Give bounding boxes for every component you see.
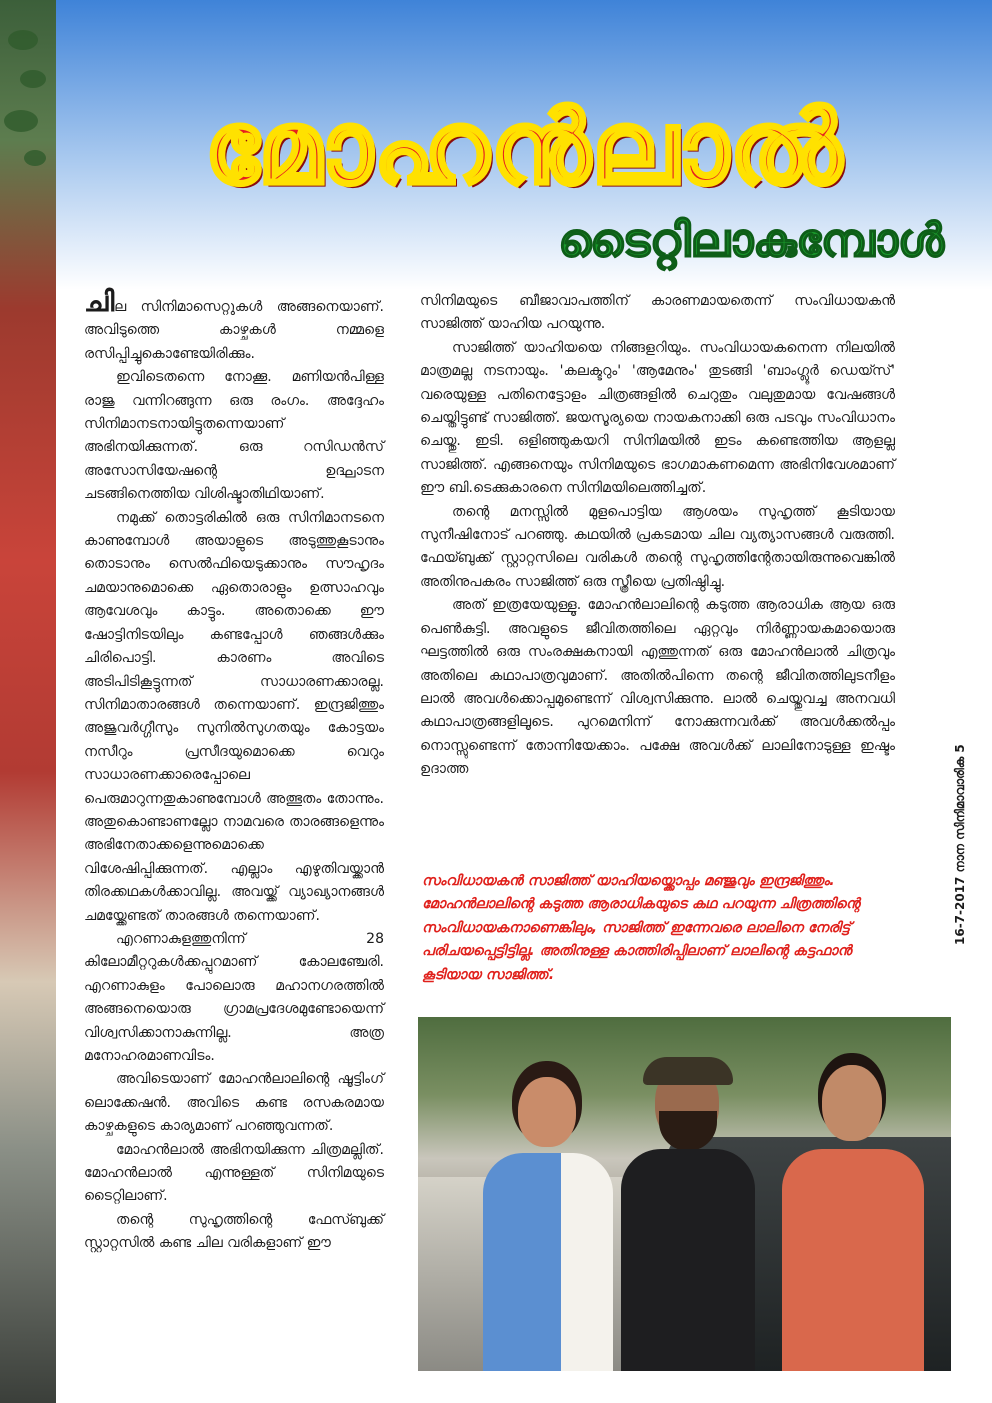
drop-cap: ചി	[84, 285, 115, 318]
article-subtitle: ടൈറ്റിലാകുമ്പോൾ	[558, 213, 944, 267]
paragraph: സാജിത്ത് യാഹിയയെ നിങ്ങളറിയും. സംവിധായകനെന്ന നിലയിൽ മാത്രമല്ല നടനായും. 'കലക്ടറും' 'ആമേനും' തുടങ്ങി 'ബാംഗ്ലൂർ ഡെയ്സ്' വരെയുള്ള പതിനെട്ടോളം ചിത്രങ്ങളിൽ ചെറുതും വലുതുമായ വേഷങ്ങൾ ചെയ്തിട്ടുണ്ട് സാജിത്ത്. ജയസൂര്യയെ നായകനാക്കി ഒരു പടവും സംവിധാനം ചെയ്തു. ഇടി. ഒളിഞ്ഞുകയറി സിനിമയിൽ ഇടം കണ്ടെത്തിയ ആളല്ല സാജിത്ത്. എങ്ങനെയും സിനിമയുടെ ഭാഗമാകണമെന്ന അഭിനിവേശമാണ് ഈ ബി.ടെക്കുകാരനെ സിനിമയിലെത്തിച്ചത്.	[420, 339, 895, 497]
group-photo	[418, 1017, 951, 1371]
paragraph: തന്റെ സുഹൃത്തിന്റെ ഫേസ്ബുക്ക് സ്റ്റാറ്റസിൽ കണ്ട ചില വരികളാണ് ഈ	[84, 1211, 384, 1252]
paragraph: ചില സിനിമാസെറ്റുകൾ അങ്ങനെയാണ്. അവിടുത്തെ കാഴ്ചകൾ നമ്മളെ രസിപ്പിച്ചുകൊണ്ടേയിരിക്കും.	[84, 285, 384, 362]
paragraph: അവിടെയാണ് മോഹൻലാലിന്റെ ഷൂട്ടിംഗ് ലൊക്കേഷൻ. അവിടെ കണ്ട രസകരമായ കാഴ്ചകളുടെ കാര്യമാണ് പറഞ്ഞുവന്നത്.	[84, 1071, 384, 1135]
person-director	[613, 1057, 763, 1371]
paragraph: തന്റെ മനസ്സിൽ മുളപൊട്ടിയ ആശയം സുഹൃത്ത് കൂടിയായ സുനീഷിനോട് പറഞ്ഞു. കഥയിൽ പ്രകടമായ ചില വ്യത്യാസങ്ങൾ വരുത്തി. ഫേയ്ബുക്ക് സ്റ്റാറ്റസിലെ വരികൾ തന്റെ സുഹൃത്തിന്റേതായിരുന്നുവെങ്കിൽ അതിനുപകരം സാജിത്ത് ഒരു സ്ത്രീയെ പ്രതിഷ്ഠിച്ചു.	[420, 503, 895, 590]
paragraph: ഇവിടെതന്നെ നോക്കൂ. മണിയൻപിള്ള രാജു വന്നിറങ്ങുന്ന ഒരു രംഗം. അദ്ദേഹം സിനിമാനടനായിട്ടുതന്നെയാണ് അഭിനയിക്കുന്നത്. ഒരു റസിഡൻസ് അസോസിയേഷന്റെ ഉദ്ഘാടന ചടങ്ങിനെത്തിയ വിശിഷ്ടാതിഥിയാണ്.	[84, 369, 384, 503]
paragraph: അത് ഇത്രയേയുള്ളൂ. മോഹൻലാലിന്റെ കടുത്ത ആരാധിക ആയ ഒരു പെൺകുട്ടി. അവളുടെ ജീവിതത്തിലെ ഏറ്റവും നിർണ്ണായകമായൊരു ഘട്ടത്തിൽ ഒരു സംരക്ഷകനായി എത്തുന്നത് ഒരു മോഹൻലാൽ ചിത്രവും അതിലെ കഥാപാത്രവുമാണ്. അതിൽപിന്നെ തന്റെ ജീവിതത്തിലുടനീളം ലാൽ അവൾക്കൊപ്പമുണ്ടെന്ന് വിശ്വസിക്കുന്നു. ലാൽ ചെയ്തുവച്ച അനവധി കഥാപാത്രങ്ങളിലൂടെ. പുറമെനിന്ന് നോക്കുന്നവർക്ക് അവൾക്കൽപ്പം നൊസ്സുണ്ടെന്ന് തോന്നിയേക്കാം. പക്ഷേ അവൾക്ക് ലാലിനോടുള്ള ഇഷ്ടം ഉദാത്ത	[420, 597, 895, 778]
paragraph: മോഹൻലാൽ അഭിനയിക്കുന്ന ചിത്രമല്ലിത്. മോഹൻലാൽ എന്നുള്ളത് സിനിമയുടെ ടൈറ്റിലാണ്.	[84, 1141, 384, 1205]
photo-caption: സംവിധായകൻ സാജിത്ത് യാഹിയയ്ക്കൊപ്പം മഞ്ജുവും ഇന്ദ്രജിത്തും. മോഹൻലാലിന്റെ കടുത്ത ആരാധികയുടെ കഥ പറയുന്ന ചിത്രത്തിന്റെ സംവിധായകനാണെങ്കിലും, സാജിത്ത് ഇന്നേവരെ ലാലിനെ നേരിട്ട് പരിചയപ്പെട്ടിട്ടില്ല. അതിനുള്ള കാത്തിരിപ്പിലാണ് ലാലിന്റെ കട്ടഫാൻ കൂടിയായ സാജിത്ത്.	[422, 873, 860, 983]
person-woman	[478, 1077, 618, 1371]
article-title: മോഹൻലാൽ	[204, 89, 844, 206]
paragraph: എറണാകുളത്തുനിന്ന് 28 കിലോമീറ്ററുകൾക്കപ്പുറമാണ് കോലഞ്ചേരി. എറണാകുളം പോലൊരു മഹാനഗരത്തിൽ അങ്ങനെയൊരു ഗ്രാമപ്രദേശമുണ്ടോയെന്ന് വിശ്വസിക്കാനാകുന്നില്ല. അത്ര മനോഹരമാണവിടം.	[84, 930, 384, 1064]
paragraph: സിനിമയുടെ ബീജാവാപത്തിന് കാരണമായതെന്ന് സംവിധായകൻ സാജിത്ത് യാഹിയ പറയുന്നു.	[420, 293, 895, 333]
page-folio: 16-7-2017 നാന സിനിമാവാരിക 5	[953, 744, 967, 946]
left-edge-photo	[0, 0, 56, 1403]
article-column-1	[84, 285, 384, 1256]
paragraph: നമുക്ക് തൊട്ടരികിൽ ഒരു സിനിമാനടനെ കാണുമ്പോൾ അയാളുടെ അടുത്തുകൂടാനും തൊടാനും സെൽഫിയെടുക്കാനും സൗഹൃദം ചമയാനുമൊക്കെ ഏതൊരാളും ഉത്സാഹവും ആവേശവും കാട്ടും. അതൊക്കെ ഈ ഷോട്ടിനിടയിലും കണ്ടപ്പോൾ ഞങ്ങൾക്കും ചിരിപൊട്ടി. കാരണം അവിടെ അടിപിടികൂട്ടുന്നത് സാധാരണക്കാരല്ല. സിനിമാതാരങ്ങൾ തന്നെയാണ്. ഇന്ദ്രജിത്തും അജുവർഗ്ഗീസും സുനിൽസുഗതയും കോട്ടയം നസീറും പ്രസീദയുമൊക്കെ വെറും സാധാരണക്കാരെപ്പോലെ പെരുമാറുന്നതുകാണുമ്പോൾ അത്ഭുതം തോന്നും. അതുകൊണ്ടാണല്ലോ നാമവരെ താരങ്ങളെന്നും അഭിനേതാക്കളെന്നുമൊക്കെ വിശേഷിപ്പിക്കുന്നത്. എല്ലാം എഴുതിവയ്ക്കാൻ തിരക്കഥകൾക്കാവില്ല. അവയ്ക്ക് വ്യാഖ്യാനങ്ങൾ ചമയ്ക്കേണ്ടത് താരങ്ങൾ തന്നെയാണ്.	[84, 509, 384, 924]
person-actor	[778, 1065, 928, 1371]
article-column-2	[420, 290, 895, 782]
